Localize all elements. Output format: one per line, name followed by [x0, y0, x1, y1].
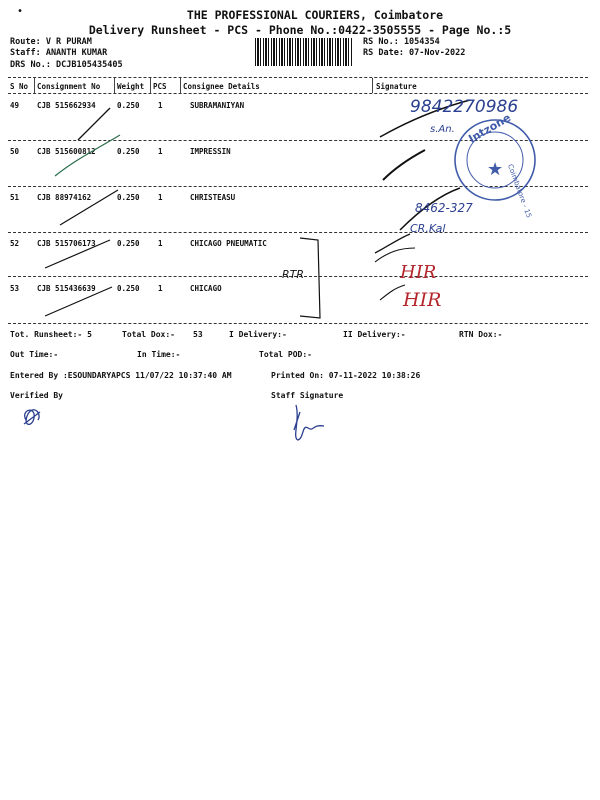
out-time: Out Time:- [10, 350, 59, 359]
delivery-check-stroke [60, 190, 118, 225]
delivery-check-stroke [78, 108, 110, 140]
row-consignment: CJB 515662934 [37, 101, 96, 110]
row-pcs: 1 [158, 239, 163, 248]
delivery-check-stroke [45, 287, 112, 316]
row-sno: 52 [10, 239, 20, 248]
rs-date: RS Date: 07-Nov-2022 [363, 48, 466, 58]
row-weight: 0.250 [117, 239, 140, 248]
handwritten-phone: 8462-327 [415, 201, 473, 215]
row-consignee: CHRISTEASU [190, 193, 236, 202]
row-consignee: CHICAGO PNEUMATIC [190, 239, 267, 248]
in-time: In Time:- [137, 350, 181, 359]
handwritten-hir: HIR [403, 289, 442, 311]
corner-mark: • [17, 6, 24, 17]
row-consignee: CHICAGO [190, 284, 222, 293]
handwritten-initials: s.An. [430, 124, 455, 135]
handwritten-rtr: RTR [282, 268, 305, 281]
col-consignment: Consignment No [37, 82, 101, 91]
entered-by: Entered By :ESOUNDARYAPCS 11/07/22 10:37:40 AM [10, 371, 232, 380]
row-pcs: 1 [158, 101, 163, 110]
route-label: Route: V R PURAM [10, 37, 92, 47]
rs-number: RS No.: 1054354 [363, 37, 440, 47]
stamp-text-top: Intzone [466, 111, 514, 146]
col-consignee: Consignee Details [183, 82, 260, 91]
total-runsheet: Tot. Runsheet:- 5 [10, 330, 92, 339]
runsheet-subtitle: Delivery Runsheet - PCS - Phone No.:0422-3505555 - Page No.:5 [88, 23, 512, 37]
handwritten-hir: HIR [400, 262, 437, 283]
row-consignment: CJB 515436639 [37, 284, 96, 293]
row-consignment: CJB 515706173 [37, 239, 96, 248]
staff-signature-scribble [294, 405, 324, 440]
staff-label: Staff: ANANTH KUMAR [10, 48, 108, 58]
i-delivery: I Delivery:- [229, 330, 287, 339]
verified-scribble [24, 410, 40, 425]
stamp-star-icon: ★ [487, 159, 504, 180]
staff-signature: Staff Signature [271, 391, 344, 400]
signature-stroke [383, 150, 425, 180]
delivery-check-stroke [55, 135, 120, 176]
total-dox-label: Total Dox:- [122, 330, 175, 339]
rtn-dox: RTN Dox:- [459, 330, 503, 339]
row-consignee: IMPRESSIN [190, 147, 231, 156]
row-consignee: SUBRAMANIYAN [190, 101, 245, 110]
col-signature: Signature [376, 82, 417, 91]
col-pcs: PCS [153, 82, 167, 91]
row-weight: 0.250 [117, 101, 140, 110]
col-sno: S No [10, 82, 29, 91]
total-dox-value: 53 [193, 330, 203, 339]
row-weight: 0.250 [117, 147, 140, 156]
row-sno: 49 [10, 101, 20, 110]
handwritten-phone: 9842270986 [410, 97, 519, 117]
verified-by: Verified By [10, 391, 63, 400]
row-consignment: CJB 515600812 [37, 147, 96, 156]
row-sno: 51 [10, 193, 20, 202]
signature-stroke [380, 285, 405, 300]
row-weight: 0.250 [117, 284, 140, 293]
handwritten-signature: CR.Kal [410, 222, 446, 235]
signature-stroke [375, 234, 410, 253]
printed-on: Printed On: 07-11-2022 10:38:26 [271, 371, 421, 380]
delivery-check-stroke [45, 240, 110, 268]
row-pcs: 1 [158, 147, 163, 156]
row-sno: 50 [10, 147, 20, 156]
company-title: THE PROFESSIONAL COURIERS, Coimbatore [186, 8, 444, 22]
ii-delivery: II Delivery:- [343, 330, 406, 339]
drs-number: DRS No.: DCJB105435405 [10, 60, 123, 70]
total-pod: Total POD:- [259, 350, 312, 359]
row-pcs: 1 [158, 284, 163, 293]
row-weight: 0.250 [117, 193, 140, 202]
stamp-text-bottom: Coimbatore - 15 [506, 163, 533, 220]
row-pcs: 1 [158, 193, 163, 202]
row-sno: 53 [10, 284, 20, 293]
row-consignment: CJB 88974162 [37, 193, 92, 202]
col-weight: Weight [117, 82, 145, 91]
